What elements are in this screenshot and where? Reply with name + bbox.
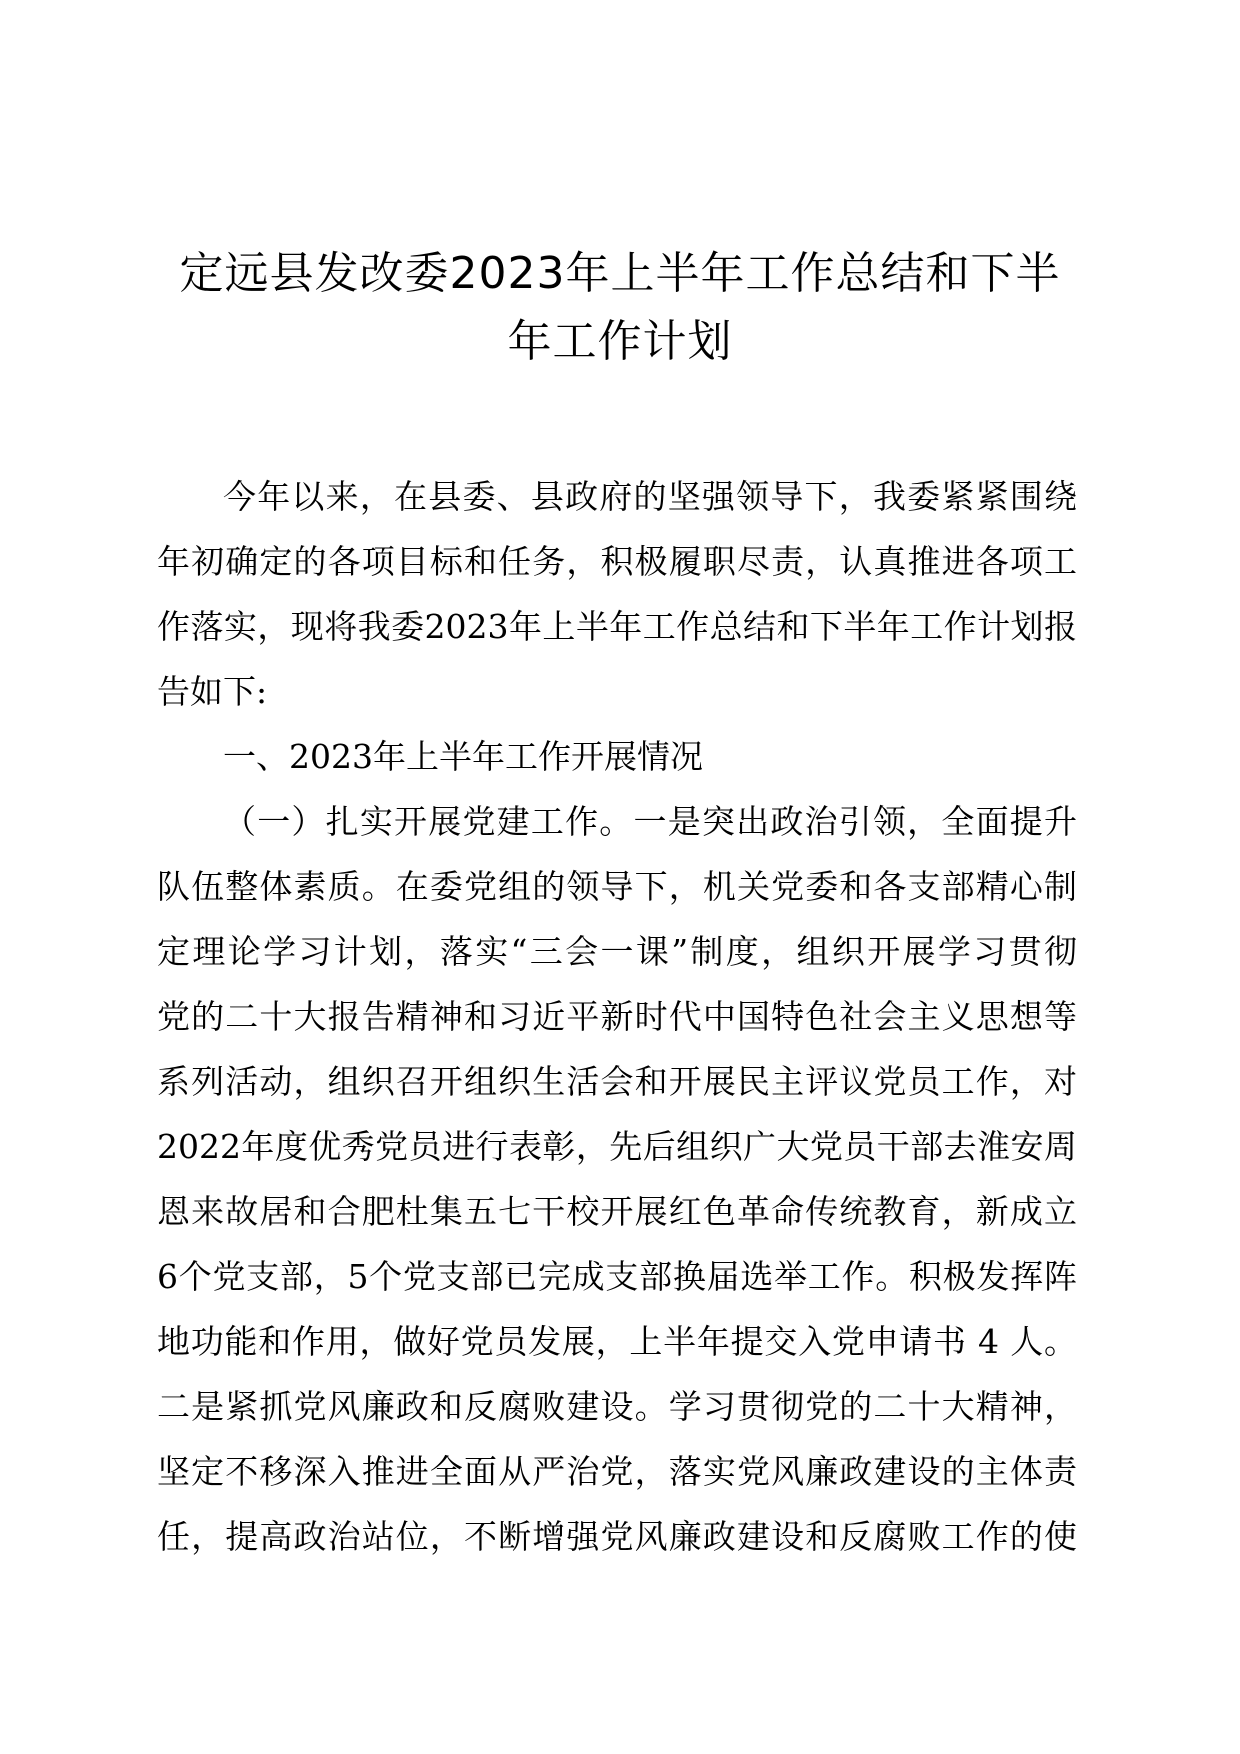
paragraph-line: 系列活动，组织召开组织生活会和开展民主评议党员工作，对 <box>157 1062 1077 1101</box>
paragraph-line: 恩来故居和合肥杜集五七干校开展红色革命传统教育，新成立 <box>157 1192 1077 1231</box>
section-heading-text: 一、2023年上半年工作开展情况 <box>223 737 703 776</box>
paragraph-line: 今年以来，在县委、县政府的坚强领导下，我委紧紧围绕 <box>223 477 1077 516</box>
paragraph-line: 坚定不移深入推进全面从严治党，落实党风廉政建设的主体责 <box>157 1452 1077 1491</box>
paragraph-line: （一）扎实开展党建工作。一是突出政治引领，全面提升 <box>223 802 1077 841</box>
paragraph-line: 6个党支部，5个党支部已完成支部换届选举工作。积极发挥阵 <box>157 1257 1077 1296</box>
paragraph-line: 作落实，现将我委2023年上半年工作总结和下半年工作计划报 <box>157 607 1077 646</box>
paragraph-line: 告如下: <box>157 672 268 711</box>
paragraph-line: 地功能和作用，做好党员发展，上半年提交入党申请书 4 人。 <box>157 1322 1077 1361</box>
paragraph-line: 年初确定的各项目标和任务，积极履职尽责，认真推进各项工 <box>157 542 1077 581</box>
paragraph-line: 党的二十大报告精神和习近平新时代中国特色社会主义思想等 <box>157 997 1077 1036</box>
section-heading <box>157 724 1077 789</box>
paragraph-line: 定理论学习计划，落实“三会一课”制度，组织开展学习贯彻 <box>157 932 1077 971</box>
paragraph-line: 任，提高政治站位，不断增强党风廉政建设和反腐败工作的使 <box>157 1517 1077 1556</box>
paragraph-line: 队伍整体素质。在委党组的领导下，机关党委和各支部精心制 <box>157 867 1077 906</box>
paragraph-line: 二是紧抓党风廉政和反腐败建设。学习贯彻党的二十大精神， <box>157 1387 1077 1426</box>
title-line-2: 年工作计划 <box>507 316 733 367</box>
paragraph-line: 2022年度优秀党员进行表彰，先后组织广大党员干部去淮安周 <box>157 1127 1077 1166</box>
document-title <box>150 240 1090 376</box>
document-body <box>157 464 1077 1569</box>
paragraph-party-building <box>157 789 1077 1569</box>
title-line-1: 定远县发改委2023年上半年工作总结和下半 <box>179 248 1061 299</box>
paragraph-intro <box>157 464 1077 724</box>
